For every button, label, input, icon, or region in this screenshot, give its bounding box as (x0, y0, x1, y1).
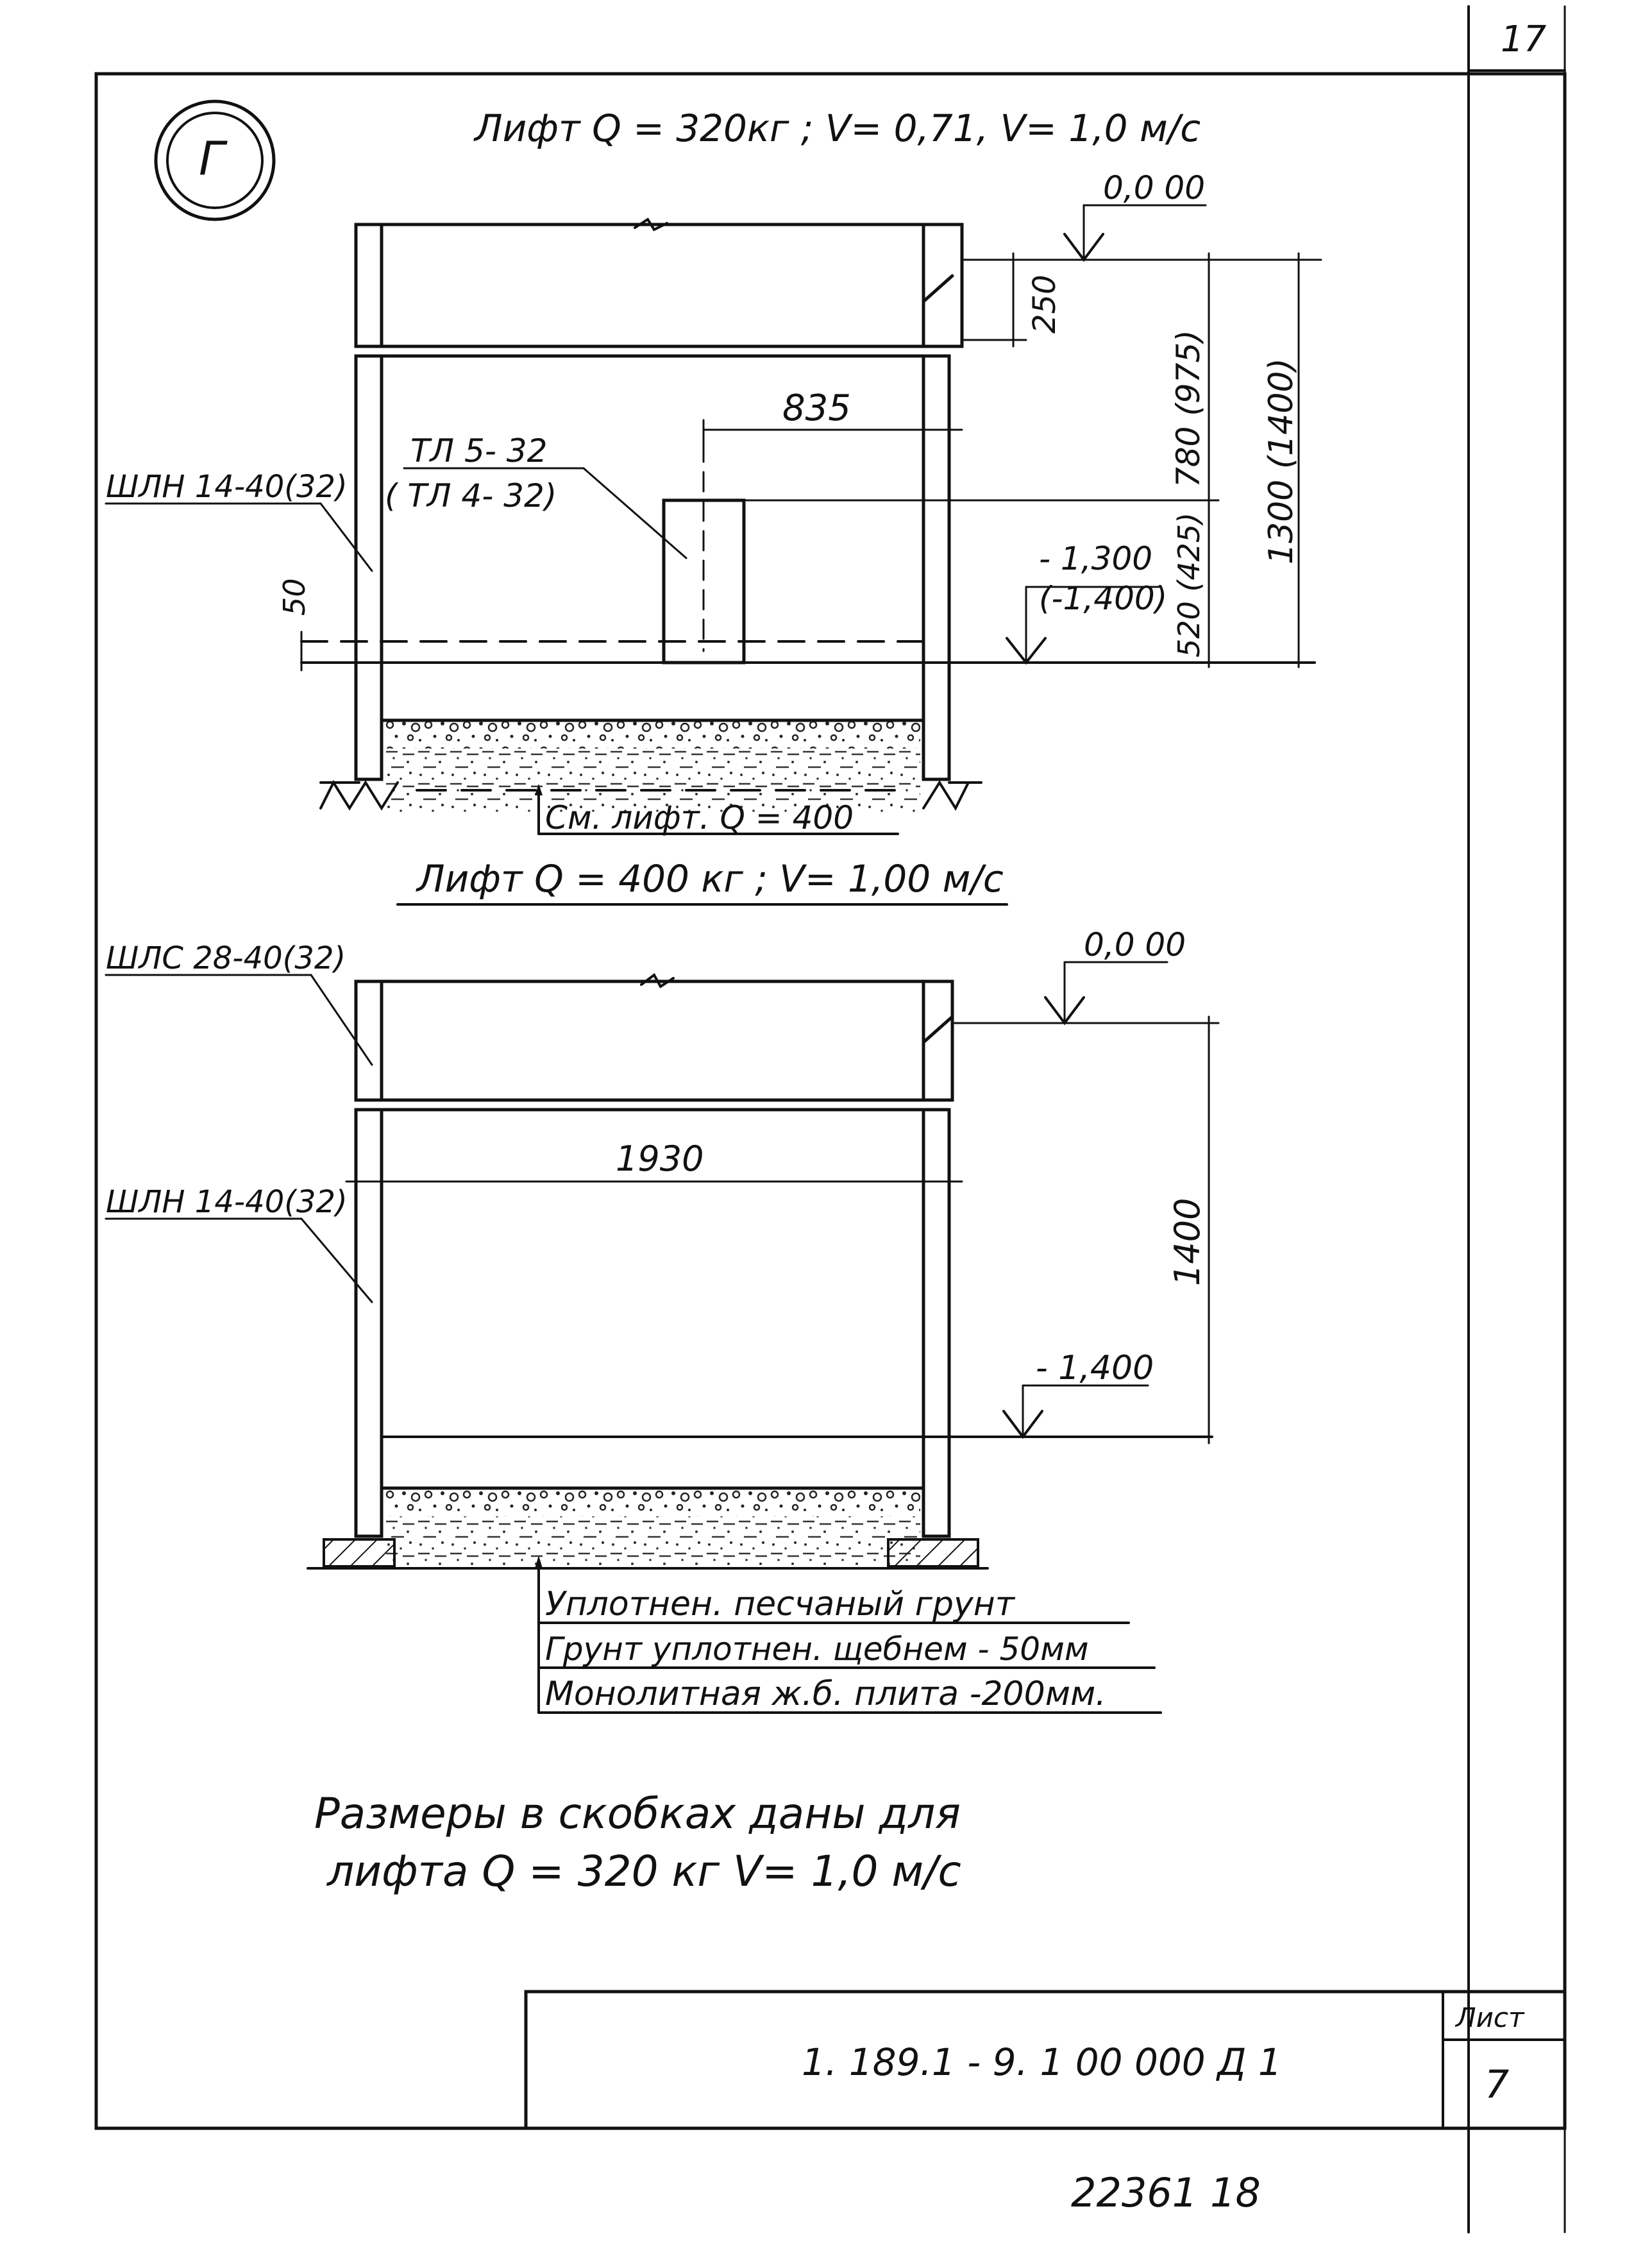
label-tl-1: ТЛ 5- 32 (410, 432, 548, 470)
bottom-note: 22361 18 (1071, 2169, 1261, 2216)
bottom-section-drawing (106, 857, 1218, 1713)
dim-1300: 1300 (1400) (1262, 358, 1301, 564)
top-level-top: 0,0 00 (1103, 169, 1206, 207)
bottom-level-top: 0,0 00 (1084, 926, 1186, 963)
top-note-ref: См. лифт. Q = 400 (545, 799, 854, 836)
bottom-label-shln: ШЛН 14-40(32) (106, 1184, 348, 1220)
title-block-code: 1. 189.1 - 9. 1 00 000 Д 1 (802, 2040, 1282, 2084)
dim-1400: 1400 (1167, 1198, 1208, 1286)
top-section-drawing (106, 106, 1321, 836)
section-mark-letter: Г (199, 131, 225, 185)
dim-50: 50 (277, 578, 312, 616)
top-level-bottom-2: (-1,400) (1039, 580, 1168, 617)
layer-1: Уплотнен. песчаный грунт (545, 1585, 1015, 1623)
dim-520: 520 (425) (1172, 512, 1206, 657)
top-label-shln: ШЛН 14-40(32) (106, 469, 348, 505)
title-block-list-label: Лист (1456, 2002, 1524, 2033)
bottom-title: Лифт Q = 400 кг ; V= 1,00 м/с (417, 857, 1004, 901)
sheet-number-top: 17 (1501, 19, 1547, 60)
layer-2: Грунт уплотнен. щебнем - 50мм (545, 1631, 1089, 1668)
layer-3: Монолитная ж.б. плита -200мм. (545, 1675, 1106, 1713)
bottom-label-shls: ШЛС 28-40(32) (106, 940, 346, 976)
dim-250: 250 (1027, 275, 1063, 334)
dim-1930: 1930 (616, 1139, 704, 1179)
title-block (526, 1992, 1565, 2128)
top-title: Лифт Q = 320кг ; V= 0,71, V= 1,0 м/с (475, 106, 1201, 150)
dim-780: 780 (975) (1170, 330, 1207, 487)
label-tl-2: ( ТЛ 4- 32) (385, 477, 557, 514)
title-block-list-number: 7 (1485, 2062, 1510, 2107)
footnote-line-1: Размеры в скобках даны для (314, 1789, 961, 1838)
bottom-level-bottom: - 1,400 (1036, 1349, 1154, 1387)
top-level-bottom-1: - 1,300 (1039, 540, 1153, 577)
footnote-line-2: лифта Q = 320 кг V= 1,0 м/с (327, 1847, 961, 1896)
sheet-frame (96, 6, 1565, 2232)
dim-835: 835 (782, 387, 851, 429)
section-mark (156, 101, 274, 219)
